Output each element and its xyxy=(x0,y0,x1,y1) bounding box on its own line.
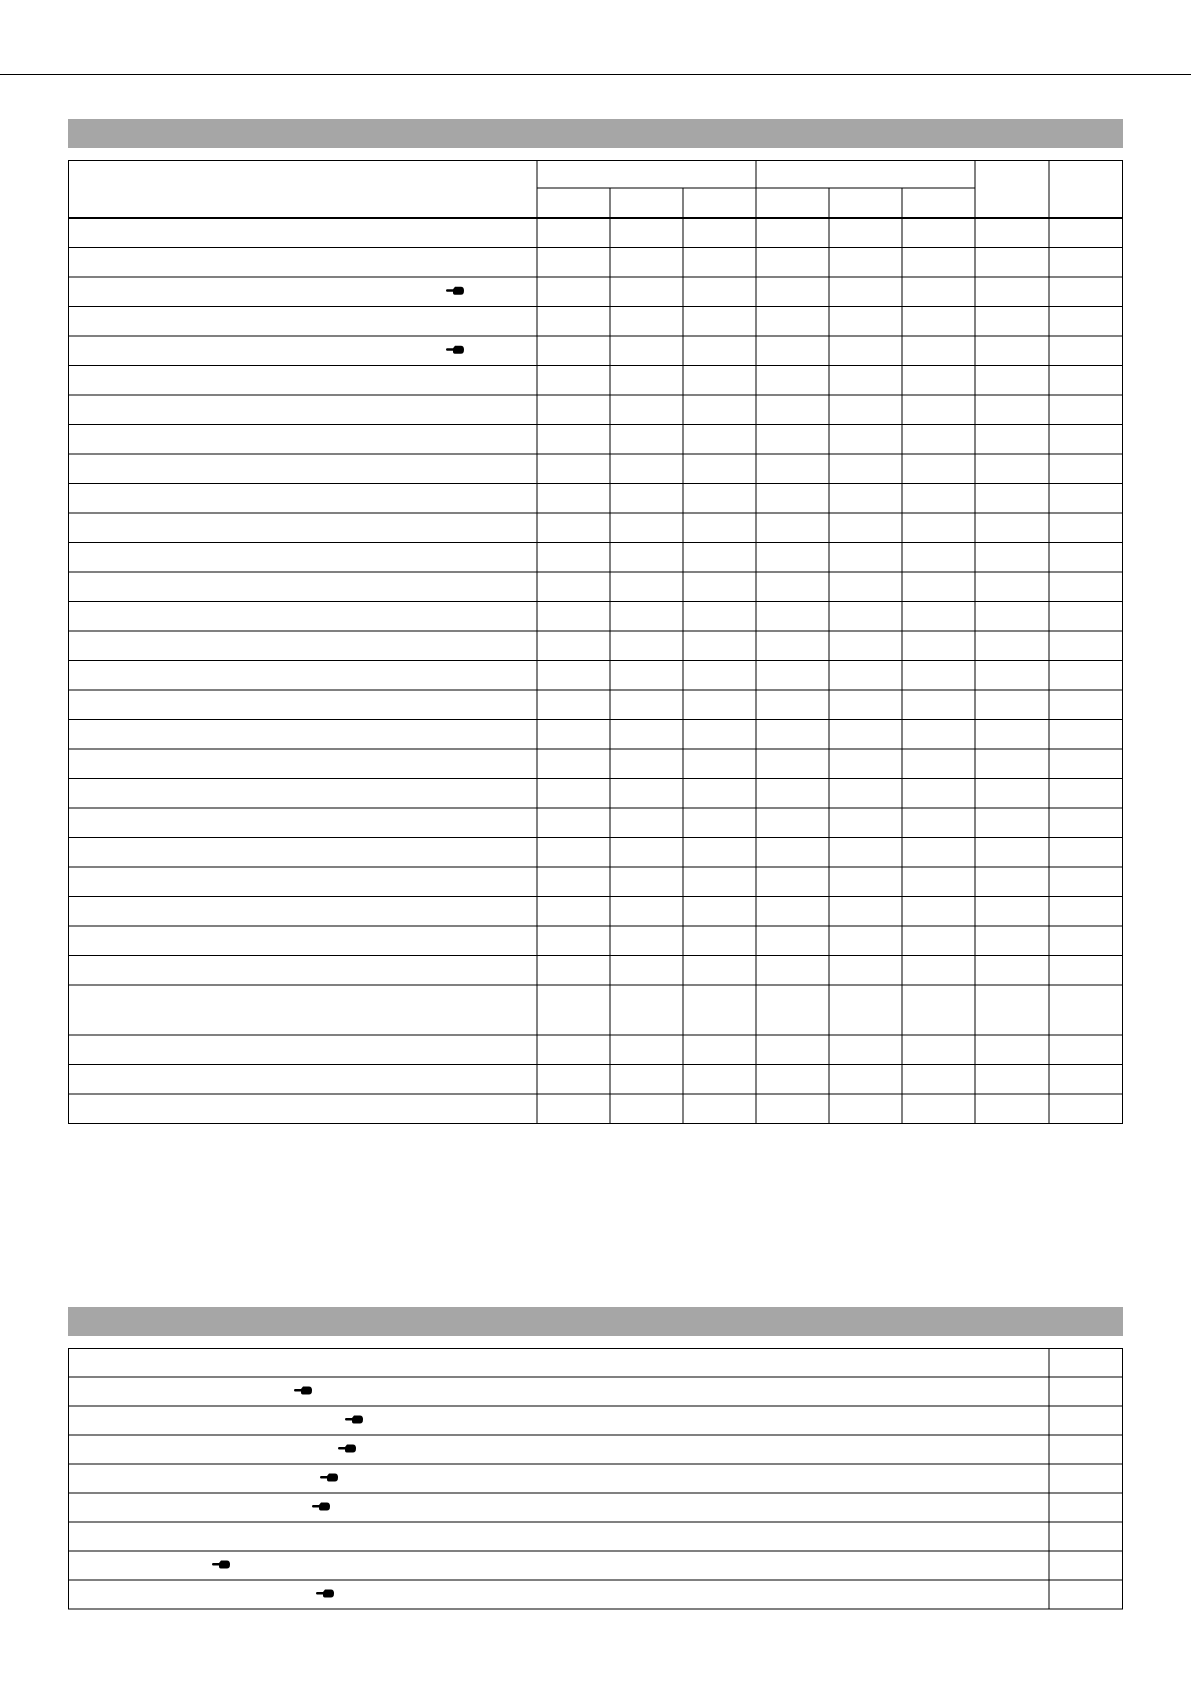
pointing-hand-shape xyxy=(446,287,464,295)
pointing-hand-icon xyxy=(294,1387,312,1395)
pointing-hand-shape xyxy=(338,1445,356,1453)
pointing-hand-shape xyxy=(294,1387,312,1395)
pointing-hand-icon xyxy=(446,346,464,354)
pointing-hand-shape xyxy=(320,1474,338,1482)
pointing-hand-icon xyxy=(446,287,464,295)
pointing-hand-icon xyxy=(212,1561,230,1569)
options-table-grid xyxy=(68,160,1123,1126)
pointing-hand-shape xyxy=(446,346,464,354)
pointing-hand-icon xyxy=(312,1503,330,1511)
accessories-table-grid xyxy=(68,1348,1123,1611)
pointing-hand-icon xyxy=(345,1416,363,1424)
section-1-title-bar xyxy=(68,119,1123,148)
pointing-hand-icon xyxy=(316,1590,334,1598)
table-border xyxy=(69,1349,1123,1610)
pointing-hand-shape xyxy=(312,1503,330,1511)
pointing-hand-shape xyxy=(345,1416,363,1424)
pointing-hand-icon xyxy=(338,1445,356,1453)
table-border xyxy=(69,161,1123,1124)
options-table xyxy=(68,160,1123,1124)
pointing-hand-icon xyxy=(320,1474,338,1482)
pointing-hand-shape xyxy=(316,1590,334,1598)
page-header-rule xyxy=(0,74,1191,75)
accessories-table xyxy=(68,1348,1123,1608)
section-2-title-bar xyxy=(68,1307,1123,1336)
pointing-hand-shape xyxy=(212,1561,230,1569)
